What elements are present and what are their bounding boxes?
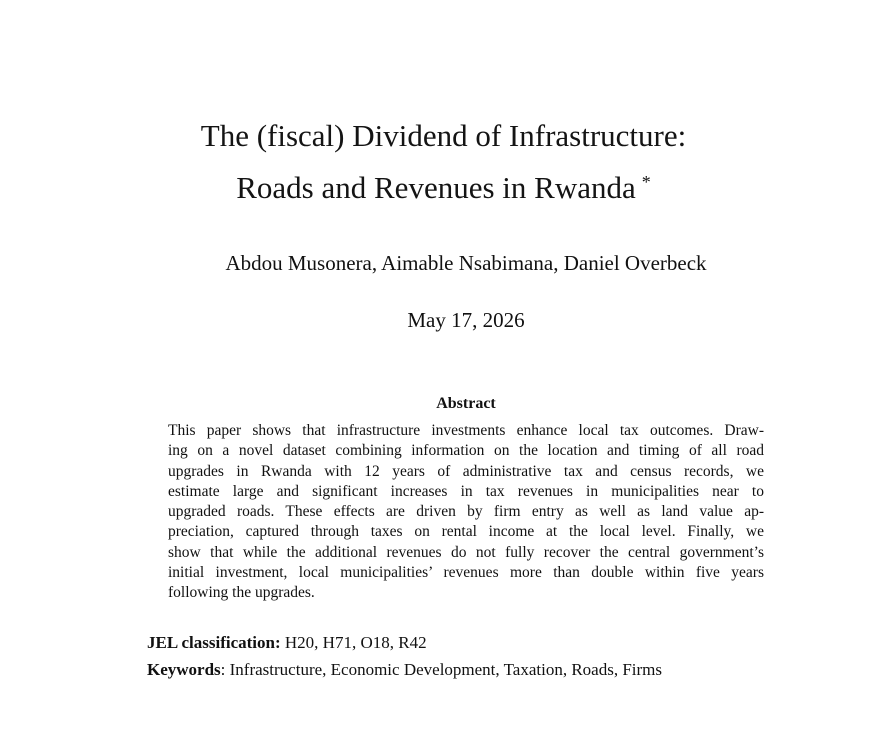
abstract-line: ing on a novel dataset combining information on the location and timing of all road [168, 442, 764, 460]
abstract-line: preciation, captured through taxes on rental income at the local level. Finally, we [168, 523, 764, 541]
abstract-line: estimate large and significant increases in tax revenues in municipalities near to [168, 482, 764, 500]
abstract-line: initial investment, local municipalities’ revenues more than double within five years [168, 564, 764, 582]
keywords-list: : Infrastructure, Economic Development, Taxation, Roads, Firms [220, 660, 663, 679]
abstract-line: following the upgrades. [168, 584, 315, 602]
keywords [147, 658, 662, 682]
abstract-line: upgrades in Rwanda with 12 years of administrative tax and census records, we [168, 462, 764, 480]
title-line-2 [0, 159, 887, 211]
paper-title [0, 113, 887, 211]
abstract-heading: Abstract [436, 395, 496, 412]
abstract-line: upgraded roads. These effects are driven by firm entry as well as land value ap- [168, 503, 764, 521]
keywords-label: Keywords [147, 660, 221, 679]
title-footnote-mark: * [641, 172, 651, 192]
abstract-line: show that while the additional revenues do not fully recover the central government’s [168, 543, 764, 561]
jel-classification [147, 631, 427, 655]
jel-codes: H20, H71, O18, R42 [284, 633, 427, 652]
author-list: Abdou Musonera, Aimable Nsabimana, Daniel Overbeck [225, 251, 707, 275]
abstract-line: This paper shows that infrastructure investments enhance local tax outcomes. Draw- [168, 422, 764, 439]
abstract-body [168, 421, 764, 604]
title-line-2-text: Roads and Revenues in Rwanda [236, 170, 636, 205]
jel-label: JEL classification: [147, 633, 281, 652]
title-line-1: The (fiscal) Dividend of Infrastructure: [200, 118, 687, 153]
publication-date: May 17, 2026 [407, 308, 525, 332]
